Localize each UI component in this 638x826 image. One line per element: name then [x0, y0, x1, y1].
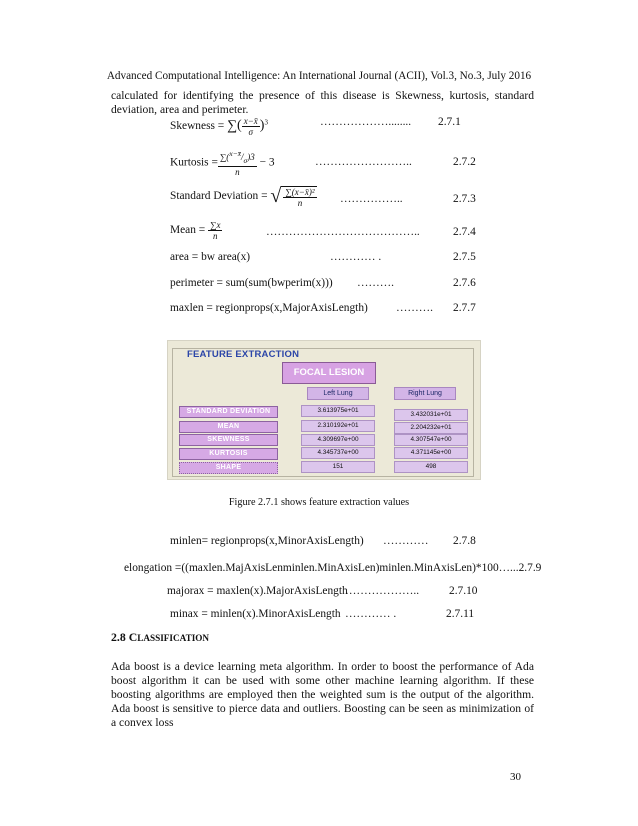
equation-number: 2.7.3 [453, 193, 476, 205]
leader-dots: ………. [396, 302, 434, 314]
left-lung-label: Left Lung [307, 387, 369, 400]
equation-elongation: elongation =((maxlen.MajAxisLenminlen.MinAxisLen)minlen.MinAxisLen)*100…...2.7.9 [124, 562, 542, 574]
section-heading: 2.8 CLASSIFICATION [111, 630, 210, 644]
equation-area: area = bw area(x) ………… . 2.7.5 [170, 251, 476, 263]
equation-number: 2.7.10 [449, 585, 478, 597]
equation-majorax: majorax = maxlen(x).MajorAxisLength ……………….. 2.7.10 [167, 585, 478, 597]
feature-extraction-group [172, 348, 474, 477]
right-shape-value: 498 [394, 461, 468, 473]
left-std-dev-value: 3.613975e+01 [301, 405, 375, 417]
right-mean-value: 2.204232e+01 [394, 422, 468, 434]
intro-paragraph: calculated for identifying the presence of this disease is Skewness, kurtosis, standard deviation, area and perimeter. [111, 89, 534, 116]
right-lung-label: Right Lung [394, 387, 456, 400]
equation-number: 2.7.11 [446, 608, 475, 620]
leader-dots: ………. [357, 277, 395, 289]
skewness-fraction: $\frac{x-x̄}{\sigma}$ [243, 116, 258, 137]
leader-dots: …………….. [340, 193, 403, 205]
mean-button[interactable]: MEAN [179, 421, 278, 433]
figure-caption: Figure 2.7.1 shows feature extraction values [228, 497, 410, 508]
equation-kurtosis: Kurtosis = $\frac{\sum(^{x-x̄}/_\sigma)3}{n}$ − 3 …………………….. 2.7.2 [170, 149, 476, 177]
kurtosis-button[interactable]: KURTOSIS [179, 448, 278, 460]
page-number: 30 [510, 771, 521, 783]
leader-dots: …………………….. [315, 156, 412, 168]
leader-dots: ………………………………….. [266, 226, 420, 238]
equation-number: 2.7.1 [438, 116, 461, 128]
leader-dots: ………………........ [320, 116, 412, 128]
left-shape-value: 151 [301, 461, 375, 473]
equation-perimeter: perimeter = sum(sum(bwperim(x))) ………. 2.7.6 [170, 277, 476, 289]
skewness-label: Skewness = [170, 120, 228, 133]
equation-skewness: Skewness = ∑( $\frac{x-x̄}{\sigma}$ )$^3$ ………………........ 2.7.1 [170, 116, 461, 137]
equation-number: 2.7.8 [453, 535, 476, 547]
mean-fraction: $\frac{\sum x}{n}$ [210, 220, 221, 241]
std-dev-label: Standard Deviation = [170, 190, 271, 203]
shape-button[interactable]: SHAPE [179, 462, 278, 474]
right-kurtosis-value: 4.371145e+00 [394, 447, 468, 459]
equation-standard-deviation: Standard Deviation = √ $\frac{\text{∑(x−x̄)²}}{n}$ …………….. 2.7.3 [170, 185, 476, 208]
equation-number: 2.7.7 [453, 302, 476, 314]
focal-lesion-button[interactable]: FOCAL LESION [282, 362, 376, 384]
mean-label: Mean = [170, 224, 209, 237]
feature-extraction-panel [167, 340, 481, 480]
right-std-dev-value: 3.432031e+01 [394, 409, 468, 421]
equation-number: 2.7.4 [453, 226, 476, 238]
right-skewness-value: 4.307547e+00 [394, 434, 468, 446]
section-number: 2.8 [111, 630, 126, 644]
journal-header: Advanced Computational Intelligence: An International Journal (ACII), Vol.3, No.3, July 2016 [106, 70, 532, 82]
equation-minlen: minlen= regionprops(x,MinorAxisLength) ………… 2.7.8 [170, 535, 476, 547]
equation-number: 2.7.2 [453, 156, 476, 168]
leader-dots: ……………….. [345, 585, 420, 597]
leader-dots: ………… . [330, 251, 382, 263]
body-paragraph: Ada boost is a device learning meta algorithm. In order to boost the performance of Ada boost algorithm it can be used with some other machine learning algorithm. If these boosting algorithms are employed then the weighted sum is the output of the algorithm. Ada boost is sensitive to pierce data and outliers. Boosting can be seen as minimization of a convex loss [111, 660, 534, 729]
equation-number: 2.7.5 [453, 251, 476, 263]
left-kurtosis-value: 4.345737e+00 [301, 447, 375, 459]
panel-title: FEATURE EXTRACTION [187, 349, 300, 360]
equation-minax: minax = minlen(x).MinorAxisLength ………… . 2.7.11 [170, 608, 475, 620]
kurtosis-fraction: $\frac{\sum(^{x-x̄}/_\sigma)3}{n}$ [219, 149, 255, 177]
equation-number: 2.7.6 [453, 277, 476, 289]
left-mean-value: 2.310192e+01 [301, 420, 375, 432]
leader-dots: ………… . [345, 608, 397, 620]
equation-mean [170, 220, 490, 244]
equation-maxlen: maxlen = regionprops(x,MajorAxisLength) ………. 2.7.7 [170, 302, 476, 314]
leader-dots: ………… [383, 535, 429, 547]
std-dev-fraction: $\frac{\text{∑(x−x̄)²}}{n}$ [285, 186, 315, 208]
sigma-symbol: ∑ [227, 118, 238, 134]
standard-deviation-button[interactable]: STANDARD DEVIATION [179, 406, 278, 418]
kurtosis-label: Kurtosis = [170, 156, 218, 169]
left-skewness-value: 4.309697e+00 [301, 434, 375, 446]
skewness-button[interactable]: SKEWNESS [179, 434, 278, 446]
